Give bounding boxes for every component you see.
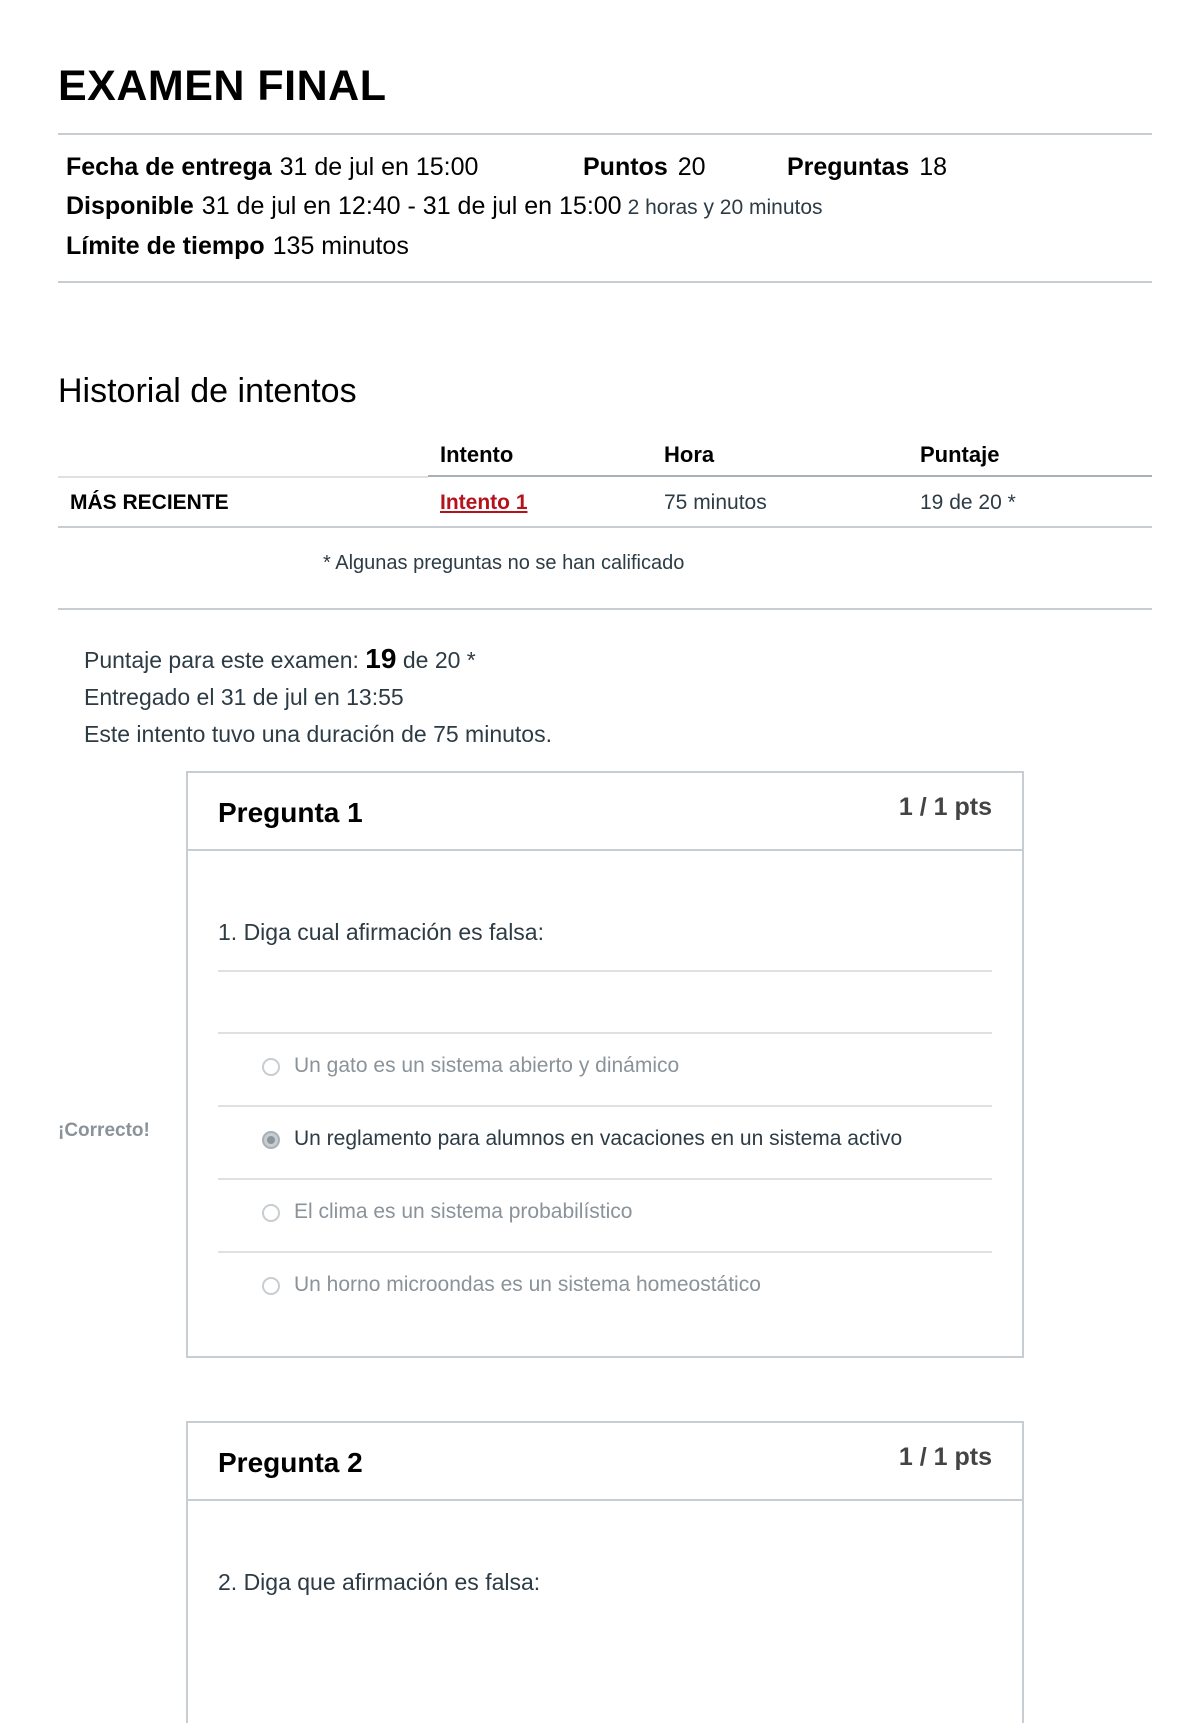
col-header-score: Puntaje bbox=[920, 442, 1000, 467]
header-underline bbox=[428, 475, 1152, 477]
radio-icon[interactable] bbox=[262, 1058, 280, 1076]
due-date bbox=[66, 153, 478, 182]
question-2 bbox=[186, 1421, 1024, 1723]
row-time: 75 minutos bbox=[664, 491, 767, 514]
points-label: Puntos bbox=[583, 153, 668, 181]
questions-count bbox=[787, 153, 947, 182]
score-value: 19 bbox=[365, 643, 397, 674]
grading-note: * Algunas preguntas no se han calificado bbox=[323, 552, 685, 574]
answer-text: Un reglamento para alumnos en vacaciones en un sistema activo bbox=[294, 1127, 903, 1150]
question-header bbox=[188, 773, 1022, 851]
radio-icon[interactable] bbox=[262, 1204, 280, 1222]
availability bbox=[66, 192, 823, 221]
question-text: 2. Diga que afirmación es falsa: bbox=[218, 1569, 541, 1595]
question-points: 1 / 1 pts bbox=[898, 1443, 992, 1471]
time-limit-label: Límite de tiempo bbox=[66, 232, 265, 260]
answer-option[interactable] bbox=[218, 1180, 992, 1250]
time-limit bbox=[66, 232, 409, 261]
score-summary bbox=[84, 643, 476, 675]
available-duration: 2 horas y 20 minutos bbox=[627, 196, 823, 219]
col-header-time: Hora bbox=[664, 442, 715, 467]
due-value: 31 de jul en 15:00 bbox=[279, 153, 479, 181]
question-header bbox=[188, 1423, 1022, 1501]
points bbox=[583, 153, 706, 182]
history-title: Historial de intentos bbox=[58, 372, 357, 410]
answer-text: Un horno microondas es un sistema homeostático bbox=[294, 1273, 761, 1296]
question-title: Pregunta 2 bbox=[218, 1447, 363, 1478]
available-value: 31 de jul en 12:40 - 31 de jul en 15:00 bbox=[201, 192, 622, 220]
page-title: EXAMEN FINAL bbox=[58, 62, 387, 110]
questions-label: Preguntas bbox=[787, 153, 910, 181]
question-points: 1 / 1 pts bbox=[898, 793, 992, 821]
points-value: 20 bbox=[677, 153, 706, 181]
col-header-attempt: Intento bbox=[440, 442, 514, 467]
divider bbox=[218, 970, 992, 972]
attempt-duration: Este intento tuvo una duración de 75 minutos. bbox=[84, 721, 552, 747]
question-text: 1. Diga cual afirmación es falsa: bbox=[218, 919, 544, 945]
time-limit-value: 135 minutos bbox=[272, 232, 409, 260]
attempt-link[interactable]: Intento 1 bbox=[440, 491, 528, 514]
question-1 bbox=[186, 771, 1024, 1358]
score-prefix: Puntaje para este examen: bbox=[84, 647, 359, 673]
divider bbox=[58, 608, 1152, 610]
row-score: 19 de 20 * bbox=[920, 491, 1016, 514]
answer-option-selected[interactable] bbox=[218, 1107, 992, 1177]
header-underline bbox=[58, 476, 428, 478]
divider bbox=[58, 281, 1152, 283]
correct-label: ¡Correcto! bbox=[58, 1120, 150, 1141]
row-label: MÁS RECIENTE bbox=[70, 491, 229, 514]
radio-icon[interactable] bbox=[262, 1277, 280, 1295]
questions-value: 18 bbox=[919, 153, 948, 181]
answer-text: Un gato es un sistema abierto y dinámico bbox=[294, 1054, 680, 1077]
answer-option[interactable] bbox=[218, 1034, 992, 1104]
submitted-at: Entregado el 31 de jul en 13:55 bbox=[84, 684, 404, 710]
radio-selected-icon[interactable] bbox=[262, 1131, 280, 1149]
divider bbox=[58, 526, 1152, 528]
divider bbox=[58, 133, 1152, 135]
answer-text: El clima es un sistema probabilístico bbox=[294, 1200, 633, 1223]
score-suffix: de 20 * bbox=[402, 647, 476, 673]
due-label: Fecha de entrega bbox=[66, 153, 272, 181]
available-label: Disponible bbox=[66, 192, 194, 220]
answer-option[interactable] bbox=[218, 1253, 992, 1323]
question-title: Pregunta 1 bbox=[218, 797, 363, 828]
